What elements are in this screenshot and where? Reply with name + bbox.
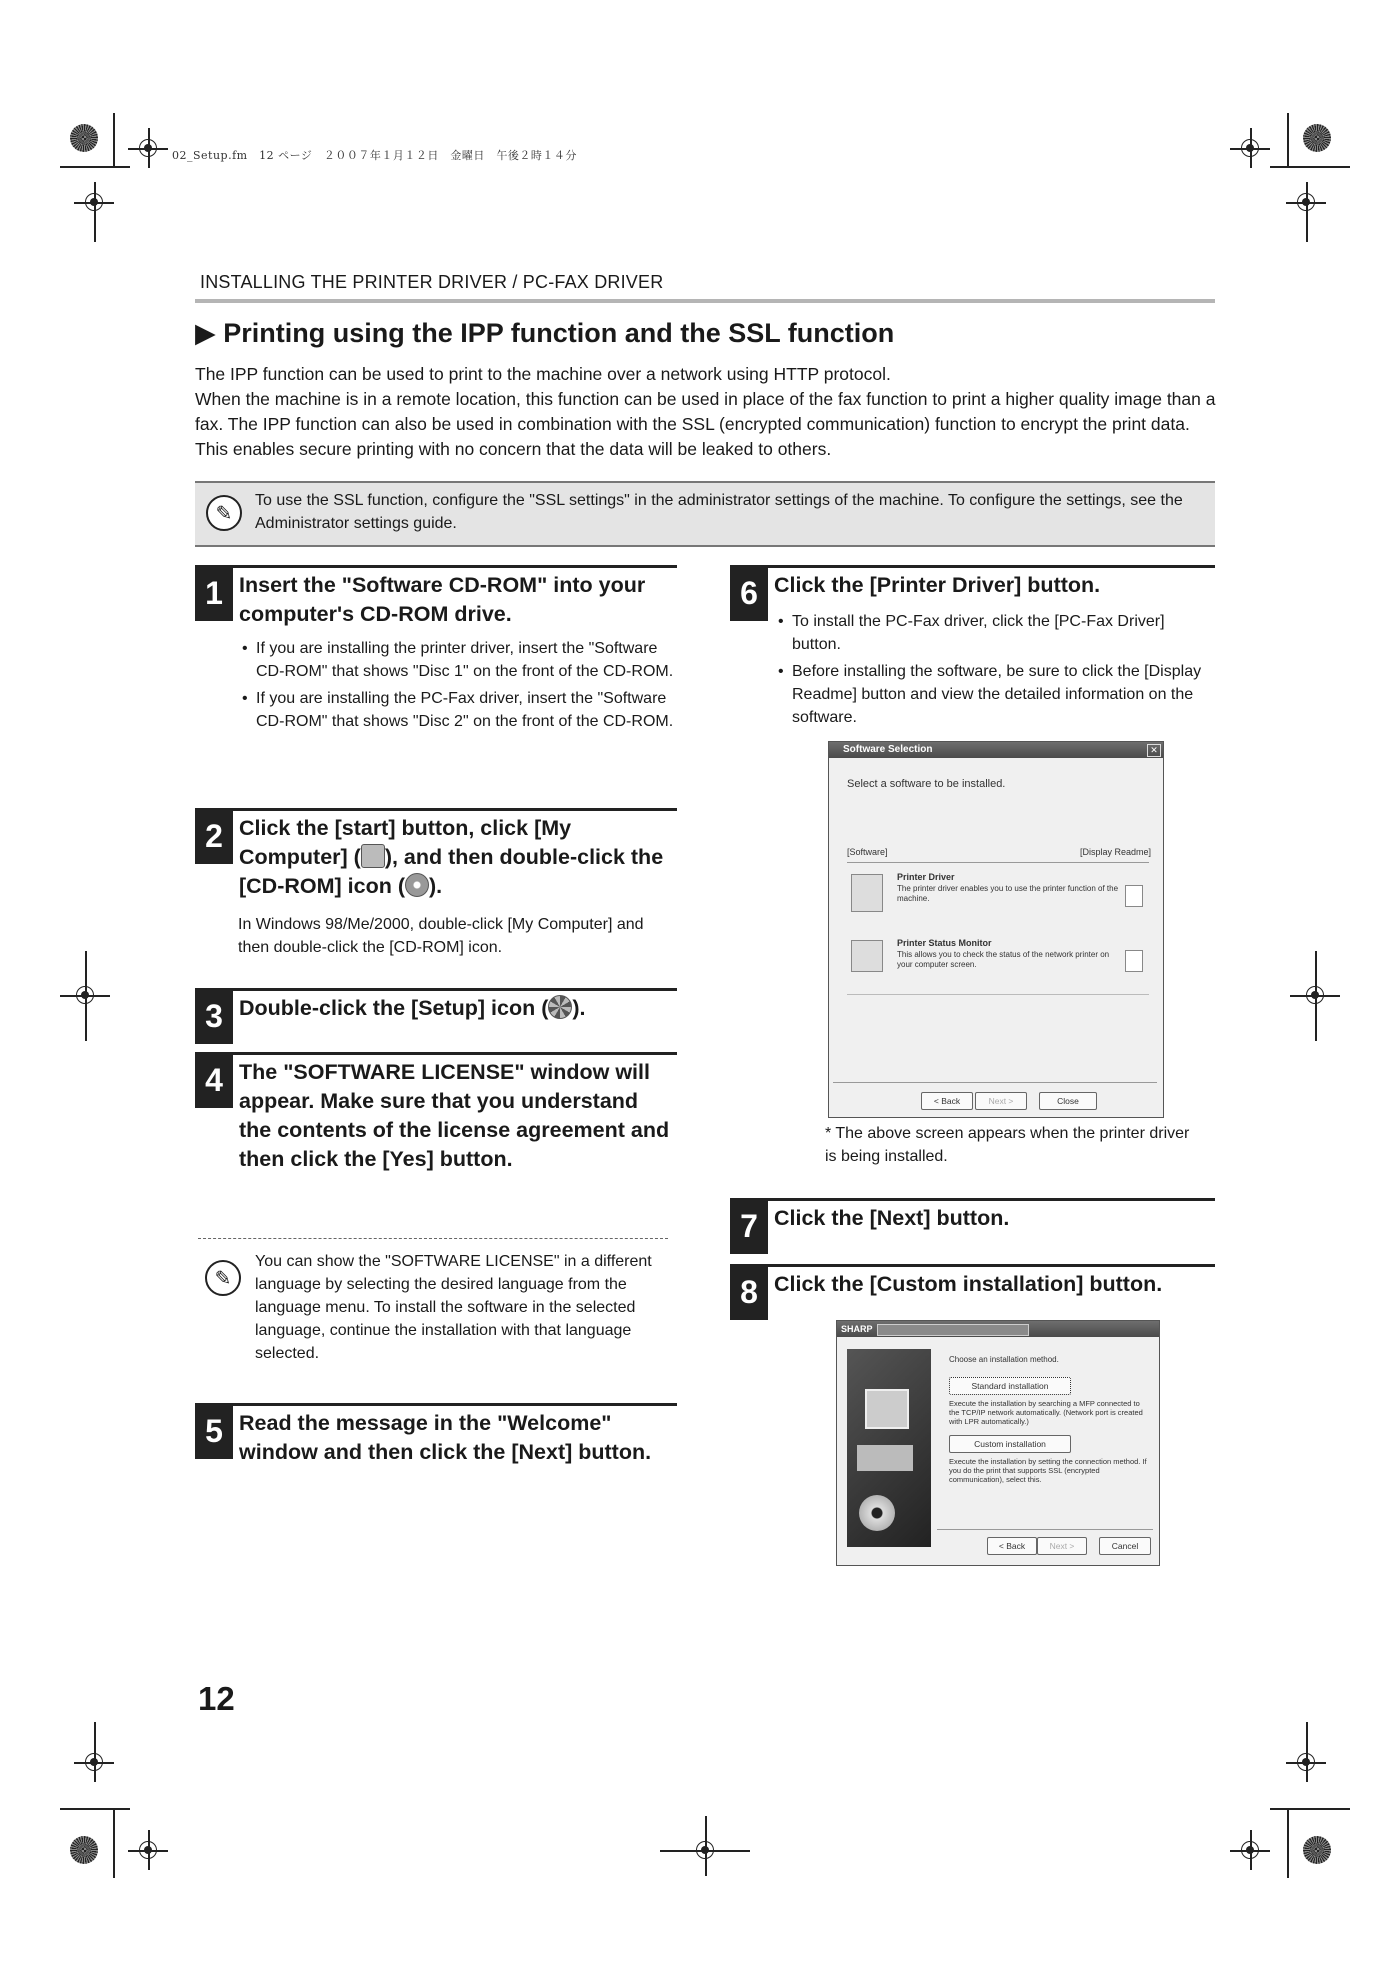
installer-illustration: [847, 1349, 931, 1547]
header-rule: [195, 299, 1215, 303]
ssl-note-box: [195, 481, 1215, 547]
step-number: 7: [730, 1198, 768, 1254]
next-button: Next >: [975, 1092, 1027, 1110]
item-title: Printer Driver: [897, 872, 955, 882]
step-number: 6: [730, 565, 768, 621]
ssl-note-text: To use the SSL function, configure the "SSL settings" in the administrator settings of the machine. To configure the settings, see the Administrator settings guide.: [255, 492, 1183, 532]
step-7: [730, 1198, 1215, 1248]
step-title: [239, 994, 674, 1023]
language-note-text: You can show the "SOFTWARE LICENSE" in a different language by selecting the desired language from the language menu. To install the software in the selected language, continue the installation with that language selected.: [255, 1253, 652, 1362]
software-selection-screenshot: [828, 741, 1164, 1118]
step-title-part: ).: [429, 874, 443, 898]
brand-title: SHARP: [837, 1321, 1159, 1337]
step-title: Click the [Custom installation] button.: [774, 1272, 1163, 1296]
printer-driver-icon: [851, 874, 883, 912]
status-monitor-icon: [851, 940, 883, 972]
cancel-button: Cancel: [1099, 1537, 1151, 1555]
section-title: ▶ Printing using the IPP function and the SSL function: [195, 318, 895, 348]
close-button: Close: [1039, 1092, 1097, 1110]
pencil-note-icon: ✎: [205, 1260, 241, 1296]
item-desc: This allows you to check the status of the network printer on your computer screen.: [897, 950, 1110, 969]
step-5: [195, 1403, 677, 1463]
step-number: 2: [195, 808, 233, 864]
step-title: [239, 814, 674, 901]
intro-paragraph: When the machine is in a remote location, this function can be used in place of the fax function to print a higher quality image than a fax. The IPP function can also be used in combination with the SSL (encrypted communication) function to encrypt the print data. This enables secure printing with no concern that the data will be leaked to others.: [195, 389, 1216, 459]
setup-icon: [548, 995, 572, 1019]
column-header-readme: [Display Readme]: [1079, 847, 1151, 857]
pencil-note-icon: ✎: [206, 495, 242, 531]
my-computer-icon: [361, 844, 385, 868]
readme-icon: [1125, 885, 1143, 907]
step-8: [730, 1264, 1215, 1320]
color-rose-mark: [1303, 124, 1331, 152]
step-1-bullets: [242, 637, 677, 737]
readme-icon: [1125, 950, 1143, 972]
custom-installation-button: Custom installation: [949, 1435, 1071, 1453]
intro-text: [195, 362, 1220, 462]
step-number: 8: [730, 1264, 768, 1320]
step-number: 1: [195, 565, 233, 621]
step-number: 5: [195, 1403, 233, 1459]
step-2: [195, 808, 677, 898]
step-title: The "SOFTWARE LICENSE" window will appear. Make sure that you understand the contents of the license agreement and then click the [Yes] button.: [239, 1060, 670, 1171]
step-title: Read the message in the "Welcome" window and then click the [Next] button.: [239, 1411, 652, 1464]
step-6-bullets: [778, 610, 1208, 733]
standard-installation-button: Standard installation: [949, 1377, 1071, 1395]
custom-desc: Execute the installation by setting the connection method. If you do the print that supports SSL (encrypted communication), select this.: [949, 1457, 1147, 1484]
page-number: 12: [198, 1680, 235, 1717]
window-title: Software Selection: [829, 742, 1163, 758]
step-number: 3: [195, 988, 233, 1044]
note-divider: [198, 1238, 668, 1239]
step-title-part: Double-click the [Setup] icon (: [239, 996, 549, 1020]
item-desc: The printer driver enables you to use the printer function of the machine.: [897, 884, 1119, 903]
print-slug: 02_Setup.fm 12 ページ ２００７年１月１２日 金曜日 午後２時１４分: [172, 149, 577, 162]
list-item: • If you are installing the PC-Fax driver, insert the "Software CD-ROM" that shows "Disc 2" on the front of the CD-ROM.: [242, 687, 677, 733]
list-item: • If you are installing the printer driver, insert the "Software CD-ROM" that shows "Disc 1" on the front of the CD-ROM.: [242, 637, 677, 683]
close-icon: ✕: [1147, 744, 1161, 757]
installation-method-screenshot: [836, 1320, 1160, 1566]
item-title: Printer Status Monitor: [897, 938, 992, 948]
list-item: • To install the PC-Fax driver, click the [PC-Fax Driver] button.: [778, 610, 1208, 656]
step-title: Click the [Printer Driver] button.: [774, 573, 1101, 597]
step-title-part: ), and then double-click the [CD-ROM] icon (: [239, 845, 664, 898]
prompt-text: Select a software to be installed.: [847, 778, 1006, 790]
next-button: Next >: [1037, 1537, 1087, 1555]
list-item: • Before installing the software, be sure to click the [Display Readme] button and view the detailed information on the software.: [778, 660, 1208, 729]
step-1: [195, 565, 677, 625]
step-title: Click the [Next] button.: [774, 1206, 1010, 1230]
back-button: < Back: [921, 1092, 973, 1110]
step-2-body: In Windows 98/Me/2000, double-click [My Computer] and then double-click the [CD-ROM] icon.: [238, 916, 644, 956]
step-title: Insert the "Software CD-ROM" into your computer's CD-ROM drive.: [239, 573, 646, 626]
cd-rom-icon: [405, 873, 429, 897]
color-rose-mark: [70, 1836, 98, 1864]
color-rose-mark: [1303, 1836, 1331, 1864]
column-header-software: [Software]: [847, 847, 888, 857]
running-header: INSTALLING THE PRINTER DRIVER / PC-FAX DRIVER: [200, 272, 664, 292]
step-title-part: Click the [start] button, click [My Computer] (: [239, 816, 572, 869]
standard-desc: Execute the installation by searching a MFP connected to the TCP/IP network automatically. (Network port is created with LPR automatically.): [949, 1399, 1143, 1426]
screenshot-caption: * The above screen appears when the printer driver is being installed.: [825, 1125, 1190, 1165]
color-rose-mark: [70, 124, 98, 152]
prompt-text: Choose an installation method.: [949, 1355, 1059, 1364]
back-button: < Back: [987, 1537, 1037, 1555]
intro-paragraph: The IPP function can be used to print to the machine over a network using HTTP protocol.: [195, 364, 891, 384]
step-4: [195, 1052, 677, 1171]
step-number: 4: [195, 1052, 233, 1108]
step-3: [195, 988, 677, 1048]
step-title-part: ).: [572, 996, 586, 1020]
